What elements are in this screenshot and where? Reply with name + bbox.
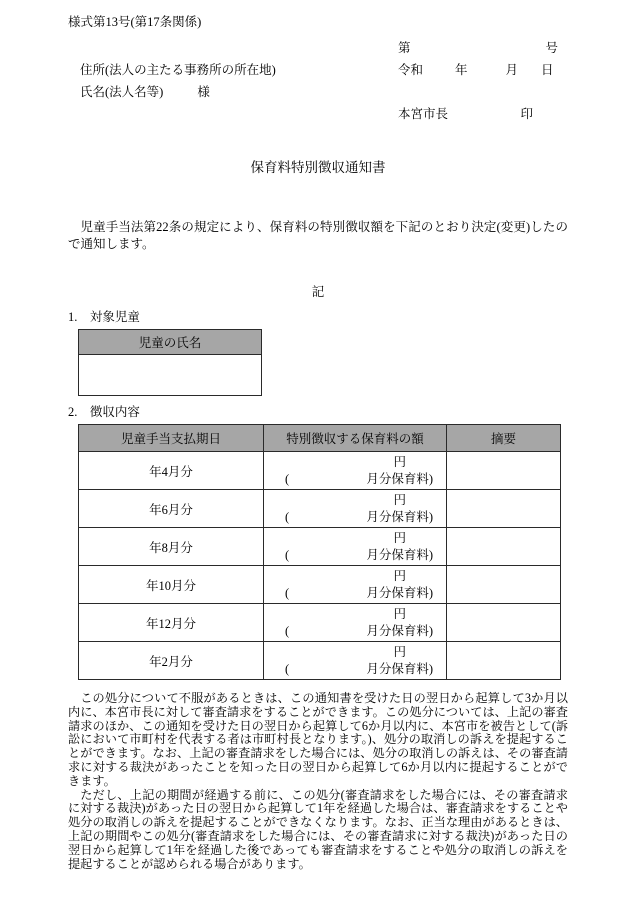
table-row (79, 452, 561, 490)
amount-month-note (264, 585, 446, 602)
period-cell: 年12月分 (79, 604, 264, 642)
amount-cell (264, 528, 447, 566)
table-row (79, 355, 262, 396)
amount-yen-label: 円 (393, 644, 406, 659)
amount-month-note (264, 509, 446, 526)
date-day-label: 日 (541, 63, 554, 77)
issuer-line (398, 103, 558, 125)
period-cell: 年8月分 (79, 528, 264, 566)
amount-yen-label: 円 (393, 454, 406, 469)
date-line (398, 59, 558, 81)
children-name-value (79, 355, 262, 396)
amount-yen-label: 円 (393, 606, 406, 621)
collection-table (78, 424, 561, 680)
document-title: 保育料特別徴収通知書 (250, 160, 386, 175)
period-cell: 年6月分 (79, 490, 264, 528)
collection-table-header-row (79, 425, 561, 452)
doc-number-suffix: 号 (545, 41, 558, 55)
table-row (79, 604, 561, 642)
section2-heading: 2. 徴収内容 (68, 405, 140, 419)
amount-month-note (264, 661, 446, 678)
intro-paragraph: 児童手当法第22条の規定により、保育料の特別徴収額を下記のとおり決定(変更)したので通知します。 (68, 220, 568, 251)
amount-month-note (264, 547, 446, 564)
month-fee-label: 月分保育料) (366, 623, 433, 638)
appeal-notice (68, 692, 568, 871)
remark-cell (447, 452, 561, 490)
remark-cell (447, 566, 561, 604)
table-row (79, 528, 561, 566)
seal-mark: 印 (520, 107, 533, 121)
amount-cell (264, 452, 447, 490)
period-cell: 年2月分 (79, 642, 264, 680)
table-row (79, 490, 561, 528)
month-fee-label: 月分保育料) (366, 547, 433, 562)
document-header (68, 37, 568, 125)
appeal-notice-paragraph-2: ただし、上記の期間が経過する前に、この処分(審査請求をした場合には、その審査請求に対する裁決)があった日の翌日から起算して1年を経過した場合は、審査請求をすることや処分の取消しの訴えを提起することができなくなります。なお、正当な理由があるときは、上記の期間やこの処分(審査請求をした場合には、その審査請求に対する裁決)があった日の翌日から起算して1年を経過した後であっても審査請求をすることや処分の取消しの訴えを提起することが認められる場合があります。 (68, 787, 568, 871)
name-honorific: 様 (197, 85, 210, 99)
paren-open: ( (285, 547, 290, 562)
date-era: 令和 (398, 63, 424, 77)
remark-cell (447, 490, 561, 528)
amount-yen-label: 円 (393, 530, 406, 545)
amount-month-note (264, 623, 446, 640)
paren-open: ( (285, 471, 290, 486)
amount-yen-label: 円 (393, 492, 406, 507)
amount-cell (264, 490, 447, 528)
paren-open: ( (285, 661, 290, 676)
children-name-table (78, 329, 262, 396)
name-line (68, 81, 398, 103)
date-month-label: 月 (505, 63, 519, 77)
month-fee-label: 月分保育料) (366, 661, 433, 676)
amount-yen-label: 円 (393, 568, 406, 583)
appeal-notice-paragraph-1: この処分について不服があるときは、この通知書を受けた日の翌日から起算して3か月以内に、本宮市長に対して審査請求をすることができます。この処分については、上記の審査請求のほか、この通知を受けた日の翌日から起算して6か月以内に、本宮市を被告として(訴訟において市町村を代表する者は市町村長となります。)、処分の取消しの訴えを提起することができます。なお、上記の審査請求をした場合には、処分の取消しの訴えは、その審査請求に対する裁決があったことを知った日の翌日から起算して6か月以内に提起することができます。 (68, 691, 568, 788)
issuance-block (398, 37, 568, 125)
doc-number-prefix: 第 (398, 41, 411, 55)
issuer-name: 本宮市長 (398, 107, 449, 121)
date-year-label: 年 (455, 63, 468, 77)
col-header-collection-amount: 特別徴収する保育料の額 (264, 425, 447, 452)
month-fee-label: 月分保育料) (366, 585, 433, 600)
paren-open: ( (285, 509, 290, 524)
table-row (79, 642, 561, 680)
table-row (79, 566, 561, 604)
children-name-column-header: 児童の氏名 (79, 330, 262, 355)
col-header-remarks: 摘要 (447, 425, 561, 452)
address-label: 住所(法人の主たる事務所の所在地) (80, 63, 276, 77)
remark-cell (447, 528, 561, 566)
spacer-line (398, 81, 558, 103)
spacer-line (68, 37, 398, 59)
addressee-block (68, 37, 398, 125)
amount-cell (264, 566, 447, 604)
paren-open: ( (285, 585, 290, 600)
period-cell: 年10月分 (79, 566, 264, 604)
amount-cell (264, 604, 447, 642)
doc-number-line (398, 37, 558, 59)
remark-cell (447, 642, 561, 680)
form-number: 様式第13号(第17条関係) (68, 15, 202, 29)
month-fee-label: 月分保育料) (366, 471, 433, 486)
amount-month-note (264, 471, 446, 488)
remark-cell (447, 604, 561, 642)
month-fee-label: 月分保育料) (366, 509, 433, 524)
name-label: 氏名(法人名等) (80, 85, 164, 99)
ki-marker: 記 (311, 285, 325, 299)
paren-open: ( (285, 623, 290, 638)
section1-heading: 1. 対象児童 (68, 310, 140, 324)
collection-table-body (79, 452, 561, 680)
period-cell: 年4月分 (79, 452, 264, 490)
col-header-payment-period: 児童手当支払期日 (79, 425, 264, 452)
amount-cell (264, 642, 447, 680)
